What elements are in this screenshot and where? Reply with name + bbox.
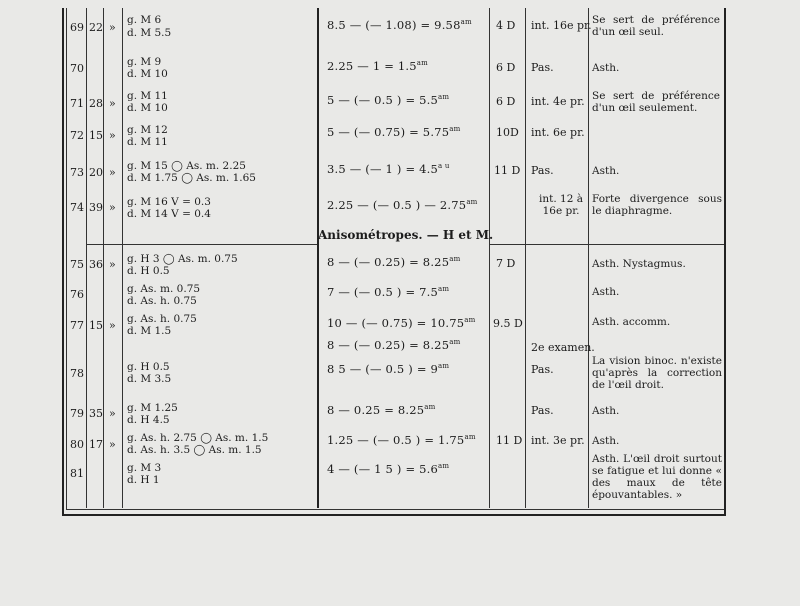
row-69-number: 69 — [70, 21, 84, 34]
row-79-mode: Pas. — [531, 404, 554, 417]
section-top-rule-right — [489, 244, 724, 245]
row-71-number: 71 — [70, 97, 84, 110]
row-81-formula: 4 — (— 1 5 ) = $5.6^{am}$ — [327, 462, 450, 476]
row-73-age: 20 — [89, 166, 103, 179]
row-77-left-eye: g. As. h. 0.75 — [127, 313, 197, 325]
row-80-formula: 1.25 — (— 0.5 ) = $1.75^{am}$ — [327, 433, 476, 447]
col-rule-formula-right — [489, 8, 490, 508]
row-77-right-eye: d. M 1.5 — [127, 325, 172, 337]
row-77-note: Asth. accomm. — [592, 316, 671, 328]
row-74-formula: 2.25 — (— 0.5 ) — $2.75^{am}$ — [327, 198, 478, 212]
row-71-note: Se sert de préférence d'un œil seulement. — [592, 90, 720, 114]
row-79-left-eye: g. M 1.25 — [127, 402, 178, 414]
row-80-note: Asth. — [592, 435, 620, 447]
row-78-number: 78 — [70, 367, 84, 380]
row-76-left-eye: g. As. m. 0.75 — [127, 283, 201, 295]
row-76-number: 76 — [70, 288, 84, 301]
row-71-right-eye: d. M 10 — [127, 102, 168, 114]
col-rule-age — [103, 8, 104, 508]
row-77-number: 77 — [70, 319, 84, 332]
row-81-number: 81 — [70, 467, 84, 480]
row-75-age: 36 — [89, 258, 103, 271]
row-75-diopter: 7 D — [496, 257, 516, 270]
row-70-left-eye: g. M 9 — [127, 56, 162, 68]
table-rule-left-inner — [66, 8, 67, 510]
row-73-note: Asth. — [592, 165, 620, 177]
row-73-diopter: 11 D — [494, 164, 521, 177]
row-73-left-eye: g. M 15 ◯ As. m. 2.25 — [127, 160, 246, 172]
row-69-left-eye: g. M 6 — [127, 14, 162, 26]
row-72-formula: 5 — (— $0.75) = 5.75^{am}$ — [327, 125, 461, 139]
row-80-diopter: 11 D — [496, 434, 523, 447]
row-77b-formula: 8 — (— $0.25) = 8.25^{am}$ — [327, 338, 461, 352]
row-80-mode: int. 3e pr. — [531, 434, 585, 447]
row-75-right-eye: d. H 0.5 — [127, 265, 170, 277]
row-76-right-eye: d. As. h. 0.75 — [127, 295, 197, 307]
row-79-age: 35 — [89, 407, 103, 420]
row-78-formula: 8 5 — (— 0.5 ) = $9^{am}$ — [327, 362, 450, 376]
col-rule-d — [525, 8, 526, 508]
row-80-left-eye: g. As. h. 2.75 ◯ As. m. 1.5 — [127, 432, 269, 444]
table-rule-right — [724, 8, 726, 514]
row-79-formula: 8 — $0.25 = 8.25^{am}$ — [327, 403, 436, 417]
row-73-mark: » — [109, 166, 116, 179]
row-69-age: 22 — [89, 21, 103, 34]
row-72-age: 15 — [89, 129, 103, 142]
table-rule-left — [62, 8, 64, 514]
row-75-mark: » — [109, 258, 116, 271]
row-81-left-eye: g. M 3 — [127, 462, 162, 474]
row-79-note: Asth. — [592, 405, 620, 417]
row-71-diopter: 6 D — [496, 95, 516, 108]
row-70-note: Asth. — [592, 62, 620, 74]
row-73-mode: Pas. — [531, 164, 554, 177]
row-74-left-eye: g. M 16 V = 0.3 — [127, 196, 211, 208]
row-72-diopter: 10D — [496, 126, 519, 139]
row-81-right-eye: d. H 1 — [127, 474, 160, 486]
col-rule-mode — [588, 8, 589, 508]
row-69-mode: int. 16e pr. — [531, 19, 592, 32]
row-73-formula: 3.5 — (— 1 ) = $4.5^{a u}$ — [327, 162, 450, 176]
section-top-rule — [86, 244, 317, 245]
col-rule-no — [86, 8, 87, 508]
row-77b-mode: 2e examen. — [531, 341, 595, 354]
row-80-number: 80 — [70, 438, 84, 451]
row-80-right-eye: d. As. h. 3.5 ◯ As. m. 1.5 — [127, 444, 262, 456]
row-70-diopter: 6 D — [496, 61, 516, 74]
row-79-mark: » — [109, 407, 116, 420]
row-69-diopter: 4 D — [496, 19, 516, 32]
row-71-age: 28 — [89, 97, 103, 110]
row-70-formula: 2.25 — $1 = 1.5^{am}$ — [327, 59, 428, 73]
row-72-mark: » — [109, 129, 116, 142]
table-bottom-rule-inner — [66, 509, 724, 510]
row-71-formula: 5 — (— 0.5 ) = $5.5^{am}$ — [327, 93, 450, 107]
row-77-mark: » — [109, 319, 116, 332]
row-69-mark: » — [109, 21, 116, 34]
row-73-number: 73 — [70, 166, 84, 179]
row-72-right-eye: d. M 11 — [127, 136, 168, 148]
row-70-mode: Pas. — [531, 61, 554, 74]
row-71-mode: int. 4e pr. — [531, 95, 585, 108]
row-70-right-eye: d. M 10 — [127, 68, 168, 80]
row-72-mode: int. 6e pr. — [531, 126, 585, 139]
table-bottom-rule — [62, 514, 726, 516]
row-69-formula: 8.5 — (— $1.08) = 9.58^{am}$ — [327, 18, 472, 32]
row-73-right-eye: d. M 1.75 ◯ As. m. 1.65 — [127, 172, 256, 184]
row-78-mode: Pas. — [531, 363, 554, 376]
row-77-age: 15 — [89, 319, 103, 332]
row-81-note: Asth. L'œil droit surtout se fatigue et lui donne « des maux de tête épouvantables. » — [592, 453, 722, 501]
row-80-age: 17 — [89, 438, 103, 451]
row-72-left-eye: g. M 12 — [127, 124, 168, 136]
row-79-number: 79 — [70, 407, 84, 420]
col-rule-mark — [122, 8, 123, 508]
row-71-left-eye: g. M 11 — [127, 90, 168, 102]
row-69-note: Se sert de préférence d'un œil seul. — [592, 14, 720, 38]
row-76-formula: 7 — (— 0.5 ) = $7.5^{am}$ — [327, 285, 450, 299]
row-72-number: 72 — [70, 129, 84, 142]
row-78-left-eye: g. H 0.5 — [127, 361, 170, 373]
row-80-mark: » — [109, 438, 116, 451]
row-75-number: 75 — [70, 258, 84, 271]
row-74-mode: int. 12 à 16e pr. — [539, 193, 583, 217]
col-rule-formula-left — [317, 8, 319, 508]
row-74-right-eye: d. M 14 V = 0.4 — [127, 208, 211, 220]
row-76-note: Asth. — [592, 286, 620, 298]
row-70-number: 70 — [70, 62, 84, 75]
row-71-mark: » — [109, 97, 116, 110]
row-74-note: Forte divergence sous le diaphragme. — [592, 193, 722, 217]
row-74-mark: » — [109, 201, 116, 214]
row-75-formula: 8 — (— $0.25) = 8.25^{am}$ — [327, 255, 461, 269]
row-74-age: 39 — [89, 201, 103, 214]
row-79-right-eye: d. H 4.5 — [127, 414, 170, 426]
row-75-note: Asth. Nystagmus. — [592, 258, 686, 270]
section-title: Anisométropes. — H et M. — [318, 228, 494, 242]
row-77-diopter: 9.5 D — [493, 317, 523, 330]
row-78-note: La vision binoc. n'existe qu'après la correction de l'œil droit. — [592, 355, 722, 391]
row-75-left-eye: g. H 3 ◯ As. m. 0.75 — [127, 253, 238, 265]
row-69-right-eye: d. M 5.5 — [127, 27, 172, 39]
row-78-right-eye: d. M 3.5 — [127, 373, 172, 385]
row-77-formula: 10 — (— $0.75) = 10.75^{am}$ — [327, 316, 476, 330]
row-74-number: 74 — [70, 201, 84, 214]
